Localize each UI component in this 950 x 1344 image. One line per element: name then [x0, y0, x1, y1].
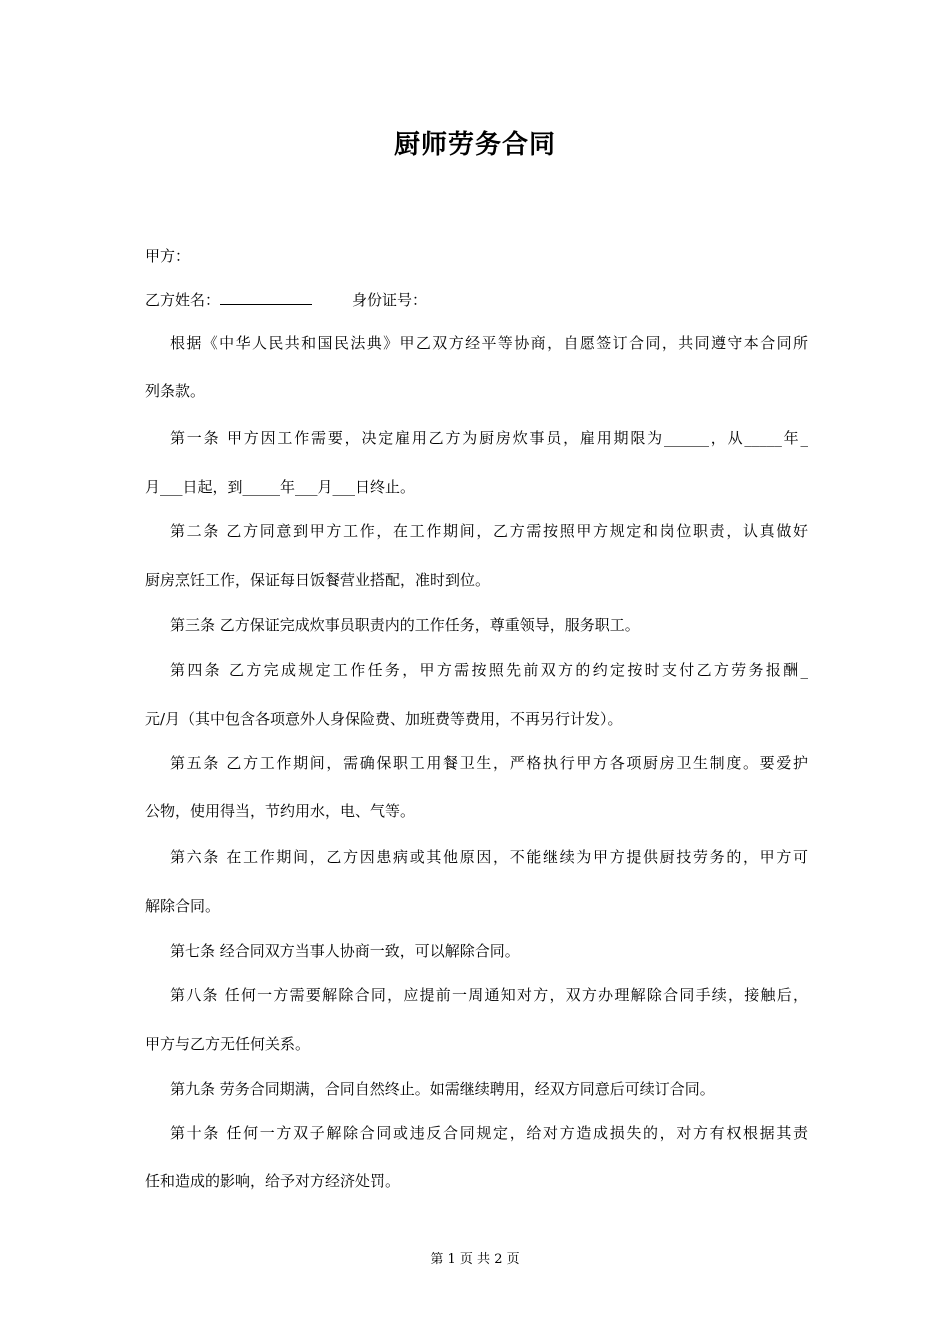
clause-line: 第八条 任何一方需要解除合同，应提前一周通知对方，双方办理解除合同手续，接触后， — [170, 986, 808, 1004]
clause-line: 甲方与乙方无任何关系。 — [145, 1035, 311, 1053]
clause-line: 第七条 经合同双方当事人协商一致，可以解除合同。 — [170, 942, 520, 960]
clause-line: 公物，使用得当，节约用水，电、气等。 — [145, 802, 416, 820]
clause-line: 第九条 劳务合同期满，合同自然终止。如需继续聘用，经双方同意后可续订合同。 — [170, 1080, 715, 1098]
clause-line: 元/月（其中包含各项意外人身保险费、加班费等费用，不再另行计发）。 — [145, 710, 623, 728]
id-number-label: 身份证号： — [352, 291, 428, 309]
clause-line: 第五条 乙方工作期间，需确保职工用餐卫生，严格执行甲方各项厨房卫生制度。要爱护 — [170, 754, 808, 772]
party-b-name-blank — [220, 290, 312, 305]
clause-line: 第二条 乙方同意到甲方工作，在工作期间，乙方需按照甲方规定和岗位职责，认真做好 — [170, 522, 808, 540]
party-a-label: 甲方： — [145, 247, 191, 265]
clause-line: 第十条 任何一方双子解除合同或违反合同规定，给对方造成损失的，对方有权根据其责 — [170, 1124, 808, 1142]
clause-line: 根据《中华人民共和国民法典》甲乙双方经平等协商，自愿签订合同，共同遵守本合同所 — [170, 334, 808, 352]
clause-line: 第六条 在工作期间，乙方因患病或其他原因，不能继续为甲方提供厨技劳务的，甲方可 — [170, 848, 808, 866]
document-title: 厨师劳务合同 — [393, 130, 556, 160]
clause-line: 厨房烹饪工作，保证每日饭餐营业搭配，准时到位。 — [145, 571, 491, 589]
clause-line: 列条款。 — [145, 382, 206, 400]
clause-line: 第一条 甲方因工作需要，决定雇用乙方为厨房炊事员，雇用期限为______，从_____年_ — [170, 429, 808, 447]
clause-line: 第四条 乙方完成规定工作任务，甲方需按照先前双方的约定按时支付乙方劳务报酬_ — [170, 661, 808, 679]
party-b-name-label: 乙方姓名： — [145, 291, 221, 309]
clause-line: 第三条 乙方保证完成炊事员职责内的工作任务，尊重领导，服务职工。 — [170, 616, 640, 634]
clause-line: 任和造成的影响，给予对方经济处罚。 — [145, 1172, 401, 1190]
clause-line: 月___日起，到_____年___月___日终止。 — [145, 478, 416, 496]
party-b-row — [145, 290, 427, 310]
page-footer: 第 1 页 共 2 页 — [430, 1252, 520, 1267]
clause-line: 解除合同。 — [145, 897, 221, 915]
